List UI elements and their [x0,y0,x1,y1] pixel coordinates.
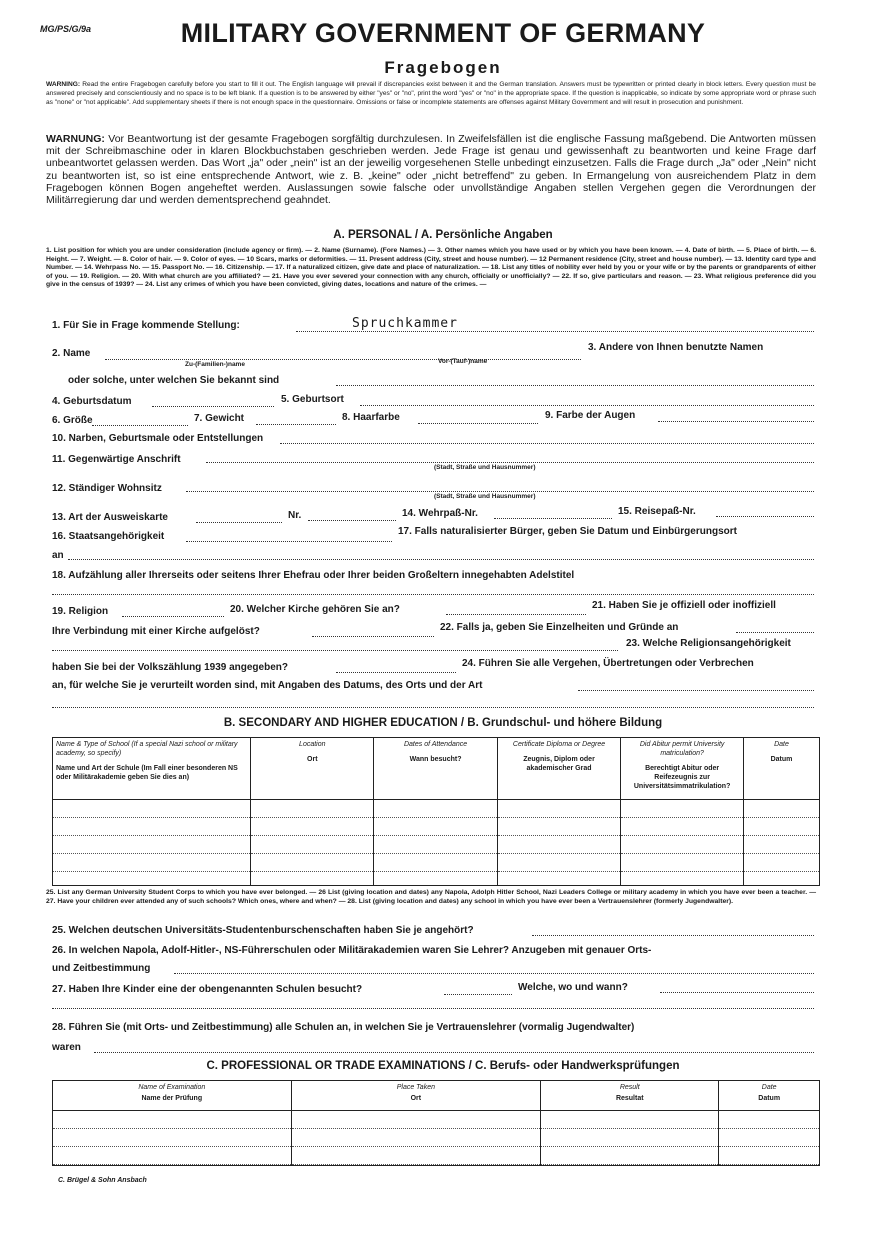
q13-nr-line[interactable] [308,520,396,521]
q22-line[interactable] [736,632,814,633]
q11-line[interactable] [206,462,814,463]
exam-col-name: Name of Examination Name der Prüfung [53,1081,292,1111]
q7-label: 7. Gewicht [194,413,245,424]
q20-line[interactable] [446,614,586,615]
q12-label: 12. Ständiger Wohnsitz [52,483,162,494]
form-code: MG/PS/G/9a [40,24,92,34]
q4-label: 4. Geburtsdatum [52,396,132,407]
q9-label: 9. Farbe der Augen [545,410,636,421]
exam-col-result: Result Resultat [541,1081,719,1111]
edu-col-certificate: Certificate Diploma or Degree Zeugnis, Diplom oder akademischer Grad [497,738,621,800]
printer-imprint: C. Brügel & Sohn Ansbach [58,1177,147,1184]
q14-label: 14. Wehrpaß-Nr. [402,508,478,519]
edu-cell[interactable] [374,800,497,886]
exam-col-place: Place Taken Ort [291,1081,541,1111]
edu-col-abitur: Did Abitur permit University matriculation? Berechtigt Abitur oder Reifezeugnis zur Universitätsimmatrikulation? [621,738,744,800]
edu-cell[interactable] [53,800,251,886]
q8-line[interactable] [418,423,538,424]
q24-line-2[interactable] [52,707,814,708]
edu-col-school: Name & Type of School (If a special Nazi school or military academy, so specify) Name und Art der Schule (Im Fall einer besonderen NS oder Militärakademie geben Sie dies an) [53,738,251,800]
q25-label: 25. Welchen deutschen Universitäts-Studentenburschenschaften haben Sie je angehört? [52,925,474,936]
section-a-heading: A. PERSONAL / A. Persönliche Angaben [333,229,553,241]
q19-label: 19. Religion [52,606,109,617]
q1-label: 1. Für Sie in Frage kommende Stellung: [52,320,240,331]
q26-label: 26. In welchen Napola, Adolf-Hitler-, NS-Führerschulen oder Militärakademien waren Sie Lehrer? Anzugeben mit genauer Orts- [52,945,652,956]
q22-label: 22. Falls ja, geben Sie Einzelheiten und Gründe an [440,622,679,633]
q18-line[interactable] [52,594,814,595]
q6-line[interactable] [92,425,188,426]
exam-cell[interactable] [719,1111,820,1166]
q28-continuation: waren [52,1042,81,1053]
q12-line[interactable] [186,491,814,492]
q2-line[interactable] [105,359,581,360]
q17-label: 17. Falls naturalisierter Bürger, geben Sie Datum und Einbürgerungsort [398,526,737,537]
q6-label: 6. Größe [52,415,93,426]
edu-col-dates: Dates of Attendance Wann besucht? [374,738,497,800]
q26-continuation: und Zeitbestimmung [52,963,151,974]
q25-line[interactable] [532,935,814,936]
q23-line[interactable] [336,672,456,673]
q27-b-label: Welche, wo und wann? [518,982,628,993]
q27-b-line[interactable] [660,992,814,993]
exam-col-date: Date Datum [719,1081,820,1111]
q3-label: 3. Andere von Ihnen benutzte Namen [588,342,764,353]
form-title: MILITARY GOVERNMENT OF GERMANY [180,18,706,48]
q23-continuation: haben Sie bei der Volkszählung 1939 angegeben? [52,662,288,673]
form-subtitle: Fragebogen [384,58,502,77]
q21-continuation: Ihre Verbindung mit einer Kirche aufgelöst? [52,626,260,637]
q27-line[interactable] [444,994,512,995]
exam-cell[interactable] [291,1111,541,1166]
q13-label: 13. Art der Ausweiskarte [52,512,168,523]
q9-line[interactable] [658,421,814,422]
examinations-table [52,1080,820,1166]
q28-line[interactable] [94,1052,814,1053]
education-table [52,737,820,886]
q24-continuation: an, für welche Sie je verurteilt worden sind, mit Angaben des Datums, des Orts und der Art [52,680,483,691]
q28-label: 28. Führen Sie (mit Orts- und Zeitbestimmung) alle Schulen an, in welchen Sie je Vertrauenslehrer (vormalig Jugendwalter) [52,1022,635,1033]
q22-line-2[interactable] [52,650,618,651]
warning-german: WARNUNG: Vor Beantwortung ist der gesamte Fragebogen sorgfältig durchzulesen. In Zweifelsfällen ist die englische Fassung maßgebend. Die Antworten müssen mit der Schreibmaschine oder in klaren Blockbuchstaben geschrieben werden. Jede Frage ist genau und gewissenhaft zu beantworten und keine Frage darf unbeantwortet gelassen werden. Das Wort „ja" oder „nein" ist an der jeweilig vorgesehenen Stelle unbedingt einzusetzen. Falls die Frage durch „Ja" oder „Nein" nicht zu beantworten ist, so ist eine entsprechende Antwort, wie z. B. „keine" oder „nicht betreffend" zu geben. In Ermangelung von ausreichendem Platz in dem Fragebogen können Bogen angeheftet werden. Auslassungen sowie falsche oder unvollständige Angaben stellen Vergehen gegen die Verordnungen der Militärregierung dar und werden dementsprechend geahndet. [46,133,817,207]
q20-label: 20. Welcher Kirche gehören Sie an? [230,604,400,615]
q13-nr-label: Nr. [288,510,302,521]
q1-line[interactable] [296,331,814,332]
edu-cell[interactable] [497,800,621,886]
q23-label: 23. Welche Religionsangehörigkeit [626,638,791,649]
q10-line[interactable] [280,443,814,444]
q13-line[interactable] [196,522,282,523]
q11-label: 11. Gegenwärtige Anschrift [52,454,181,465]
q26-line[interactable] [174,973,814,974]
warning-english: WARNING: Read the entire Fragebogen carefully before you start to fill it out. The English language will prevail if discrepancies exist between it and the German translation. Answers must be typewritten or printed clearly in block letters. Every question must be answered precisely and conscientiously and no space is to be left blank. If a question is to be answered by either "yes" or "no", print the word "yes" or "no" in the appropriate space. If the question is inapplicable, so indicate by some appropriate word or phrase such as "none" or "not applicable". Add supplementary sheets if there is not enough space in the questionnaire. Omissions or false or incomplete statements are offenses against Military Government and will result in prosecution and punishment. [46,81,816,106]
q4-line[interactable] [152,406,274,407]
q27-label: 27. Haben Ihre Kinder eine der obengenannten Schulen besucht? [52,984,363,995]
q17-line[interactable] [68,559,814,560]
exam-cell[interactable] [53,1111,292,1166]
q12-address-note: (Stadt, Straße und Hausnummer) [434,493,536,500]
q15-line[interactable] [716,516,814,517]
section-b-heading: B. SECONDARY AND HIGHER EDUCATION / B. Grundschul- und höhere Bildung [223,717,663,729]
q1-answer[interactable]: Spruchkammer [352,316,458,331]
q10-label: 10. Narben, Geburtsmale oder Entstellungen [52,433,264,444]
q21-line[interactable] [312,636,434,637]
q24-line[interactable] [578,690,814,691]
q21-label: 21. Haben Sie je offiziell oder inoffiziell [592,600,776,611]
q8-label: 8. Haarfarbe [342,412,400,423]
q11-address-note: (Stadt, Straße und Hausnummer) [434,464,536,471]
q2-label: 2. Name [52,348,91,359]
q17-continuation: an [52,550,64,561]
q19-line[interactable] [122,616,224,617]
section-c-heading: C. PROFESSIONAL OR TRADE EXAMINATIONS / C. Berufs- oder Handwerksprüfungen [206,1060,680,1072]
q5-line[interactable] [360,405,814,406]
q3-continuation: oder solche, unter welchen Sie bekannt sind [68,375,280,386]
q2-forename-note: Vor-(Tauf-)name [438,358,488,365]
edu-col-location: Location Ort [251,738,374,800]
q5-label: 5. Geburtsort [281,394,344,405]
section-a-instructions: 1. List position for which you are under consideration (include agency or firm). — 2. Name (Surname). (Fore Names.) — 3. Other names which you have used or by which you have been known. — 4. Date of birth. — 5. Place of birth. — 6. Height. — 7. Weight. — 8. Color of hair. — 9. Color of eyes. — 10 Scars, marks or deformities. — 11. Present address (City, street and house number). — 12 Permanent residence (City, street and house number). — 13. Identity card type and Number. — 14. Wehrpass No. — 15. Passport No. — 16. Citizenship. — 17. If a naturalized citizen, give date and place of naturalization. — 18. List any titles of nobility ever held by you or your wife or by the parents or grandparents of either of you. — 19. Religion. — 20. With what church are you affiliated? — 21. Have you ever severed your connection with any church, officially or unofficially? — 22. If so, give particulars and reason. — 23. What religious preference did you give in the census of 1939? — 24. List any crimes of which you have been convicted, giving dates, locations and nature of the crimes. — [46,247,816,289]
q18-label: 18. Aufzählung aller Ihrerseits oder seitens Ihrer Ehefrau oder Ihrer beiden Großeltern innegehabten Adelstitel [52,570,575,581]
q16-line[interactable] [186,541,392,542]
edu-col-date: Date Datum [743,738,819,800]
q2-surname-note: Zu-(Familien-)name [185,361,245,368]
q3-line[interactable] [336,385,814,386]
edu-cell[interactable] [621,800,744,886]
q15-label: 15. Reisepaß-Nr. [618,506,696,517]
q16-label: 16. Staatsangehörigkeit [52,531,165,542]
q24-label: 24. Führen Sie alle Vergehen, Übertretungen oder Verbrechen [462,658,754,669]
edu-cell[interactable] [743,800,819,886]
q27-line-2[interactable] [52,1008,814,1009]
q7-line[interactable] [256,424,336,425]
exam-cell[interactable] [541,1111,719,1166]
edu-cell[interactable] [251,800,374,886]
section-b-instructions: 25. List any German University Student Corps to which you have ever belonged. — 26 List (giving location and dates) any Napola, Adolph Hitler School, Nazi Leaders College or military academy in which you have ever been a teacher. — 27. Have your children ever attended any of such schools? Which ones, where and when? — 28. List (giving location and dates) any school in which you have ever been a Vertrauenslehrer (formerly Jugendwalter). [46,889,816,905]
q14-line[interactable] [494,518,612,519]
